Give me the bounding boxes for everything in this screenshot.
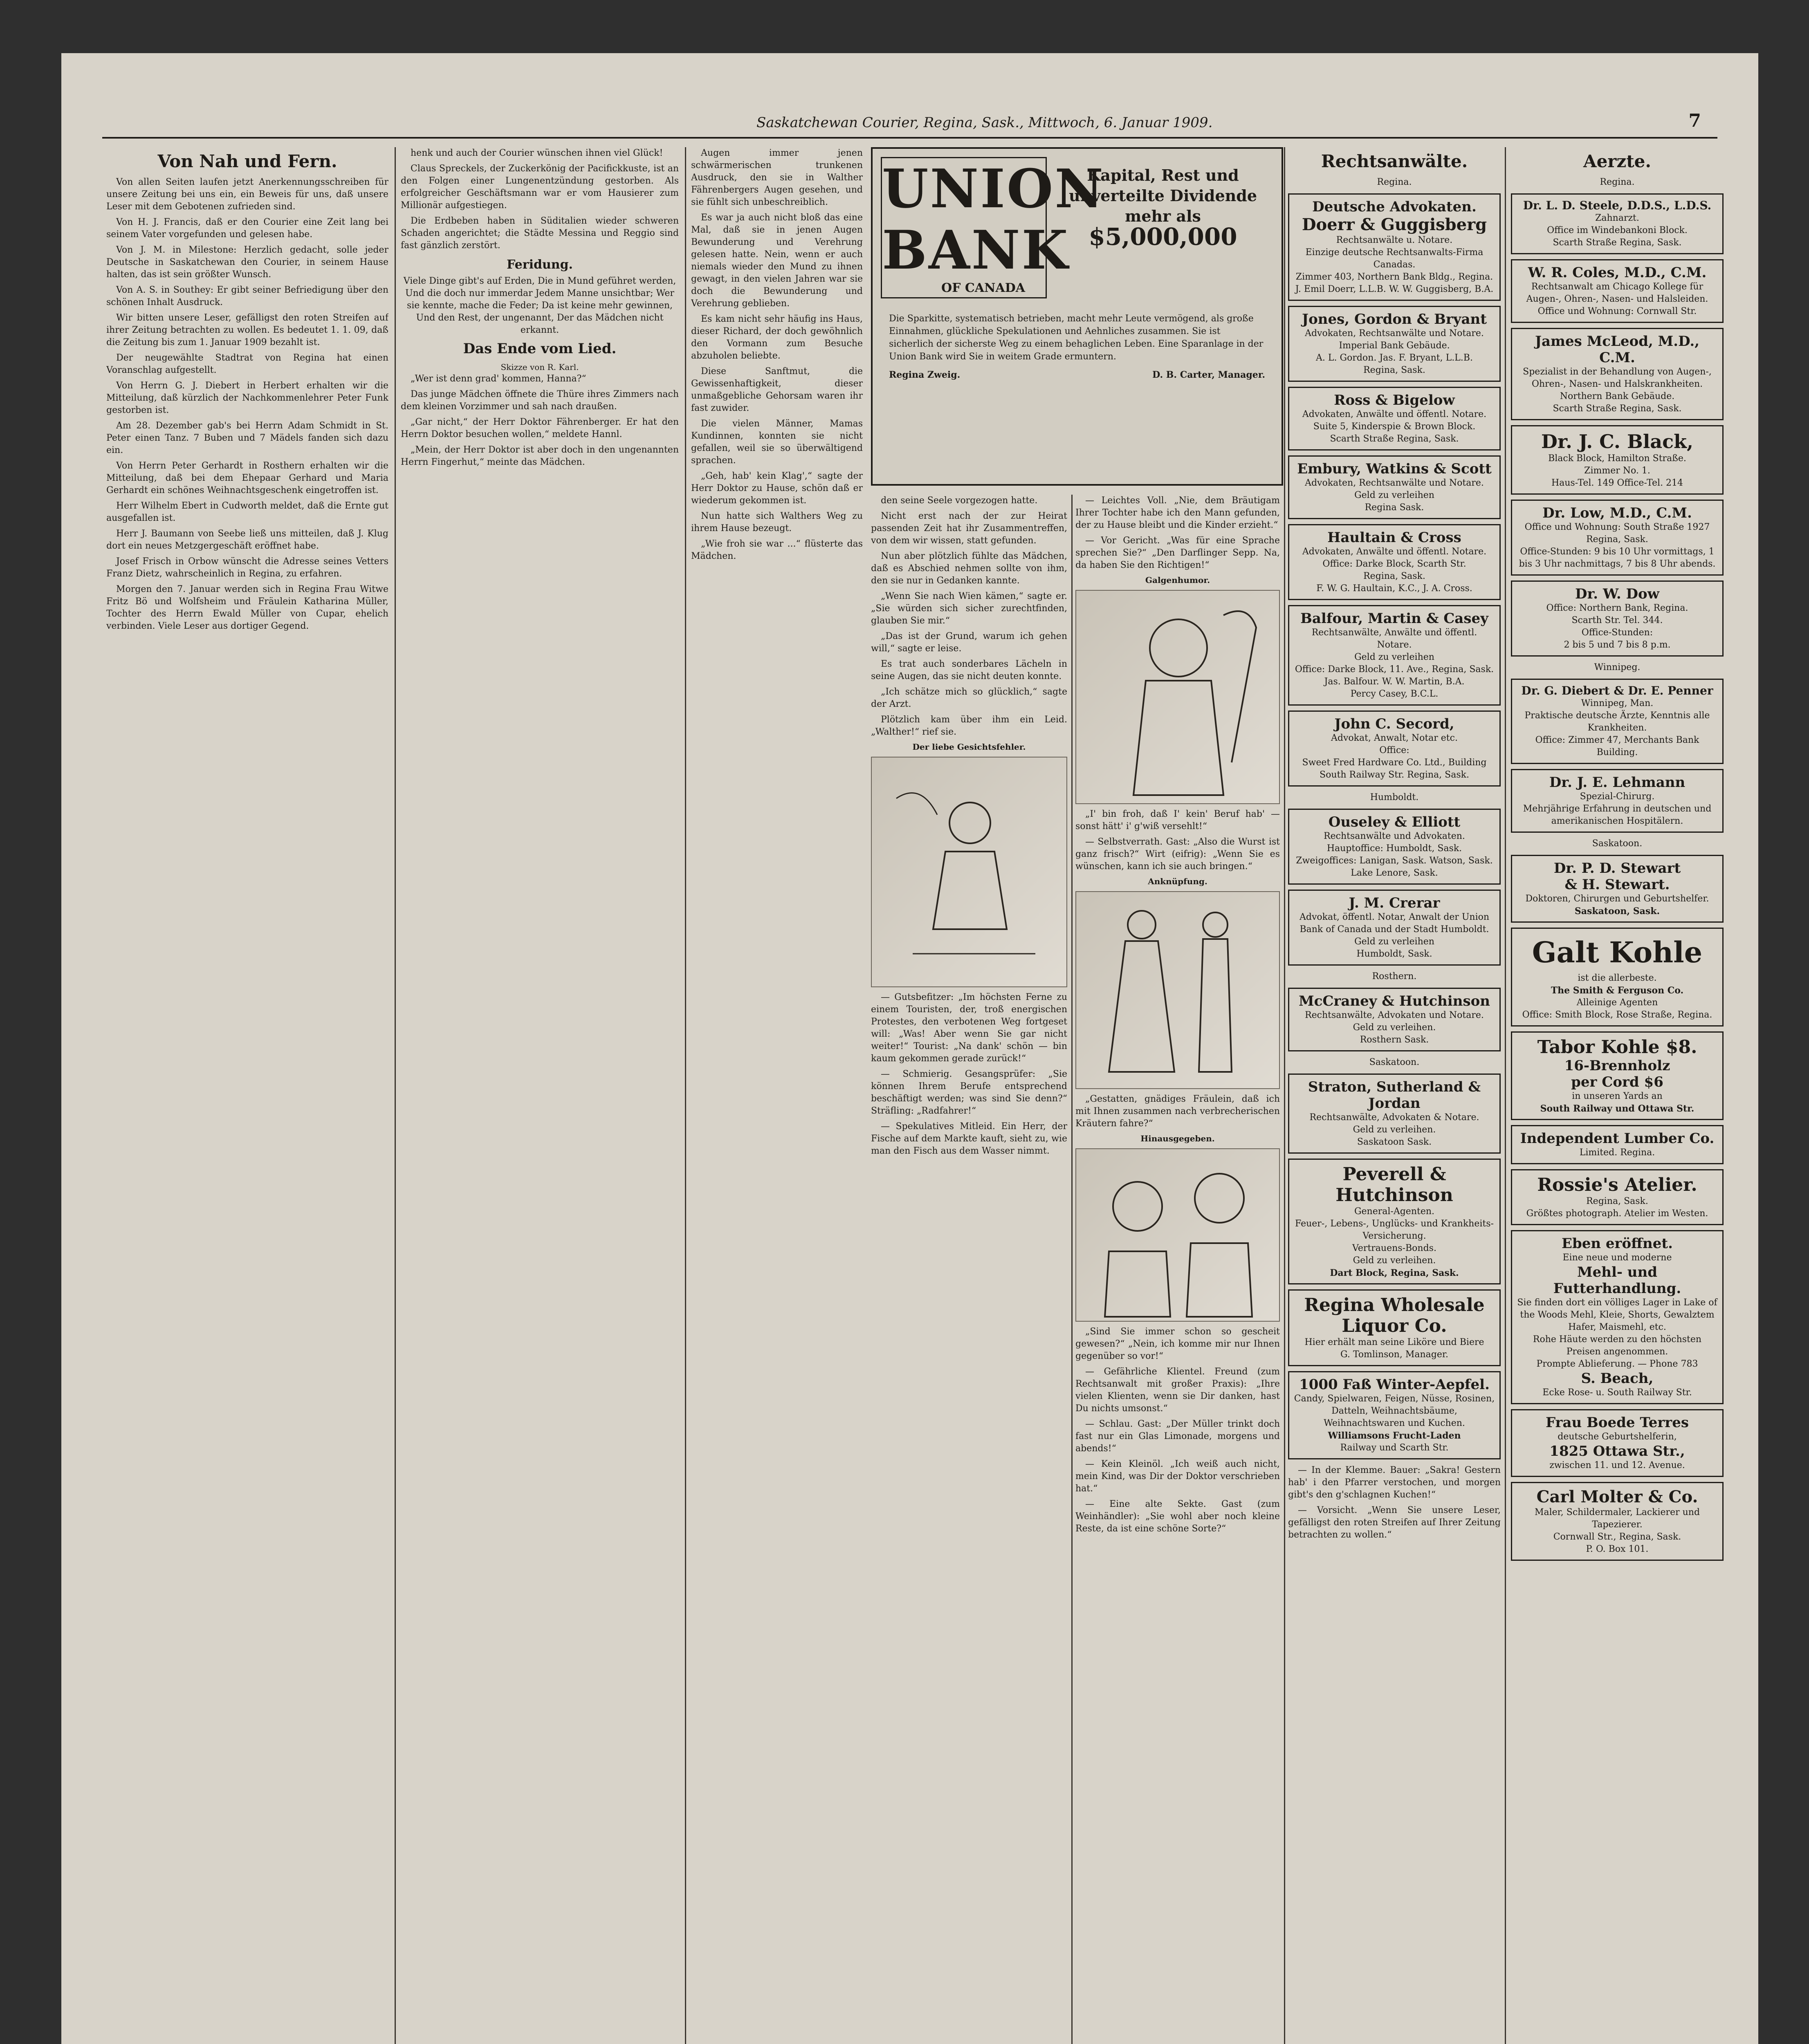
capital-amount: $5,000,000 xyxy=(1089,223,1237,251)
story-paragraph: Diese Sanftmut, die Gewissenhaftigkeit, dieser unmaßgebliche Gehorsam waren ihr fast zuwider. xyxy=(691,366,863,413)
ad-line: Mehl- und Futterhandlung. xyxy=(1553,1264,1681,1297)
ad-subtitle: Doerr & Guggisberg xyxy=(1302,215,1487,234)
ad-line: Alleinige Agenten xyxy=(1576,997,1658,1008)
ad-line: 2 bis 5 und 7 bis 8 p.m. xyxy=(1564,640,1671,650)
story-paragraph: „Wie froh sie war ...“ flüsterte das Mädchen. xyxy=(691,539,863,561)
article-paragraph: Die Erdbeben haben in Süditalien wieder schweren Schaden angerichtet; die Städte Messina und Reggio sind fast gänzlich zerstört. xyxy=(401,216,679,251)
illustration-gesichtsfehler xyxy=(871,757,1067,987)
ad-line: Mehrjährige Erfahrung in deutschen und amerikanischen Hospitälern. xyxy=(1523,804,1712,826)
coal-price-ad xyxy=(1511,1031,1724,1120)
ad-line: Rechtsanwälte u. Notare. xyxy=(1336,235,1453,245)
coal-ad xyxy=(1511,928,1724,1026)
ad-title: Deutsche Advokaten. xyxy=(1312,199,1477,215)
poem-text: Viele Dinge gibt's auf Erden, Die in Mund geführet werden, Und die doch nur immerdar Jedem Manne unsichtbar; Wer sie kennte, mache die Feder; Da ist keine mehr gewinnen, Und den Rest, der ungenannt, Der das Mädchen nicht erkannt. xyxy=(403,276,676,335)
illustration-drawing xyxy=(1076,1149,1279,1319)
ad-line: Geld zu verleihen xyxy=(1354,490,1434,500)
doctor-ad xyxy=(1511,328,1724,420)
ad-line: Williamsons Frucht-Laden xyxy=(1328,1430,1461,1441)
ad-line: Geld zu verleihen. xyxy=(1353,1125,1436,1135)
column-rechtsanwaelte xyxy=(1288,147,1501,2044)
bank-copy: Die Sparkitte, systematisch betrieben, macht mehr Leute vermögend, als große Einnahmen, glückliche Spekulationen und Aehnliches zusammen. Sie ist sicherlich der sicherste Weg zu einem behaglichen Leben. Eine Sparanlage in der Union Bank wird Sie in weitem Grade ermuntern. xyxy=(889,314,1264,362)
law-ad xyxy=(1288,524,1501,600)
ad-line: Spezial-Chirurg. xyxy=(1580,791,1655,802)
illustration-drawing xyxy=(1076,591,1279,802)
ad-title: Dr. J. E. Lehmann xyxy=(1549,774,1686,791)
ad-line: F. W. G. Haultain, K.C., J. A. Cross. xyxy=(1316,583,1472,594)
ad-title: Jones, Gordon & Bryant xyxy=(1302,311,1487,327)
ad-line: Advokaten, Anwälte und öffentl. Notare. xyxy=(1302,547,1487,557)
ad-line: Humboldt, Sask. xyxy=(1356,949,1432,959)
illustration-hinausgegeben xyxy=(1075,1148,1280,1322)
column-humor xyxy=(1075,495,1280,2044)
ad-line: Advokaten, Anwälte und öffentl. Notare. xyxy=(1302,409,1487,419)
ad-title: James McLeod, M.D., C.M. xyxy=(1535,333,1700,366)
bank-manager: D. B. Carter, Manager. xyxy=(1152,370,1265,380)
ad-line: per Cord $6 xyxy=(1571,1074,1663,1090)
ad-line: Einzige deutsche Rechtsanwalts-Firma Canadas. xyxy=(1305,247,1484,270)
logo-word: BANK xyxy=(882,219,1070,281)
ad-line: Dart Block, Regina, Sask. xyxy=(1330,1268,1459,1278)
ad-line: Spezialist in der Behandlung von Augen-, Ohren-, Nasen- und Halskrankheiten. xyxy=(1523,367,1712,389)
city-heading: Saskatoon. xyxy=(1592,838,1643,849)
city-heading: Regina. xyxy=(1600,177,1635,187)
union-bank-logo xyxy=(881,157,1105,298)
ad-title: W. R. Coles, M.D., C.M. xyxy=(1528,264,1707,281)
capital-text: Kapital, Rest und unverteilte Dividende mehr als xyxy=(1068,166,1257,225)
ad-line: Office und Wohnung: Cornwall Str. xyxy=(1537,306,1697,316)
ad-line: Winnipeg, Man. xyxy=(1581,698,1654,708)
ad-line: Percy Casey, B.C.L. xyxy=(1350,689,1439,699)
ad-title: Carl Molter & Co. xyxy=(1536,1487,1698,1506)
ad-line: Advokat, Anwalt, Notar etc. xyxy=(1331,733,1458,743)
ad-title: Ross & Bigelow xyxy=(1334,392,1455,408)
ad-line: 16-Brennholz xyxy=(1564,1058,1670,1074)
law-ad xyxy=(1288,809,1501,885)
joke-text: — Vorsicht. „Wenn Sie unsere Leser, gefälligst den roten Streifen auf Ihrer Zeitung betrachten zu wollen.“ xyxy=(1288,1505,1501,1540)
ad-line: Hier erhält man seine Liköre und Biere xyxy=(1304,1337,1484,1347)
law-ad xyxy=(1288,605,1501,706)
story-paragraph: „Ich schätze mich so glücklich,“ sagte der Arzt. xyxy=(871,687,1067,709)
ad-line: Northern Bank Gebäude. xyxy=(1560,391,1675,401)
story-paragraph: den seine Seele vorgezogen hatte. xyxy=(881,495,1038,506)
ad-line: Zahnarzt. xyxy=(1595,213,1639,223)
ad-line: Suite 5, Kinderspie & Brown Block. xyxy=(1313,421,1476,432)
illustration-caption: Galgenhumor. xyxy=(1145,575,1210,585)
ad-line: Railway und Scarth Str. xyxy=(1340,1443,1449,1453)
ad-title: Independent Lumber Co. xyxy=(1520,1130,1715,1147)
ad-line: The Smith & Ferguson Co. xyxy=(1551,985,1684,996)
joke-text: — Eine alte Sekte. Gast (zum Weinhändler): „Sie wohl aber noch kleine Reste, da ist eine schöne Sorte?“ xyxy=(1075,1499,1280,1534)
ad-line: J. Emil Doerr, L.L.B. W. W. Guggisberg, B.A. xyxy=(1295,284,1494,294)
ad-line: Geld zu verleihen xyxy=(1354,937,1434,947)
article-paragraph: Von Herrn G. J. Diebert in Herbert erhalten wir die Mitteilung, daß kürzlich der Nachkommenlehrer Peter Funk gestorben ist. xyxy=(106,381,388,415)
story-paragraph: „Wer ist denn grad' kommen, Hanna?“ xyxy=(411,374,586,384)
page-number: 7 xyxy=(1688,110,1701,131)
ad-line: Office: Darke Block, Scarth Str. xyxy=(1322,559,1466,569)
doctor-ad xyxy=(1511,679,1724,764)
ad-title: John C. Secord, xyxy=(1334,716,1454,732)
ad-line: Office: Darke Block, 11. Ave., Regina, Sask. xyxy=(1295,664,1494,675)
bank-body-text xyxy=(889,312,1265,381)
logo-word: OF CANADA xyxy=(941,281,1025,295)
city-heading: Humboldt. xyxy=(1370,792,1419,802)
ad-line: Geld zu verleihen. xyxy=(1353,1255,1436,1266)
story-paragraph: Nun aber plötzlich fühlte das Mädchen, daß es Abschied nehmen sollte von ihm, den sie nur in Gedanken kannte. xyxy=(871,551,1067,586)
illustration-caption: Anknüpfung. xyxy=(1148,876,1207,886)
logo-word: UNION xyxy=(882,157,1105,220)
article-paragraph: Am 28. Dezember gab's bei Herrn Adam Schmidt in St. Peter einen Tanz. 7 Buben und 7 Mädels fanden sich dazu ein. xyxy=(106,421,388,455)
ad-title: Dr. Low, M.D., C.M. xyxy=(1542,505,1692,521)
ad-line: Feuer-, Lebens-, Unglücks- und Krankheits-Versicherung. xyxy=(1295,1219,1494,1241)
joke-text: — Schlau. Gast: „Der Müller trinkt doch fast nur ein Glas Limonade, morgens und abends!“ xyxy=(1075,1419,1280,1454)
ad-title: Eben eröffnet. xyxy=(1562,1235,1673,1252)
illustration-drawing xyxy=(1076,892,1279,1087)
ad-line: Geld zu verleihen. xyxy=(1353,1022,1436,1033)
midwife-ad xyxy=(1511,1409,1724,1477)
ad-line: Saskatoon Sask. xyxy=(1357,1137,1432,1147)
doctor-ad xyxy=(1511,193,1724,254)
story-paragraph: „Wenn Sie nach Wien kämen,“ sagte er. „Sie würden sich sicher zurechtfinden, glauben Sie mir.“ xyxy=(871,591,1067,626)
section-heading: Rechtsanwälte. xyxy=(1321,151,1468,171)
ad-line: Regina, Sask. xyxy=(1586,534,1648,545)
ad-line: General-Agenten. xyxy=(1354,1206,1435,1217)
illustration-caption: Der liebe Gesichtsfehler. xyxy=(912,742,1026,752)
capital-statement xyxy=(1053,165,1273,251)
ad-title: Tabor Kohle $8. xyxy=(1537,1037,1697,1058)
story-paragraph: Die vielen Männer, Mamas Kundinnen, konnten sie nicht gefallen, weil sie so überwältigend sprachen. xyxy=(691,419,863,466)
law-ad xyxy=(1288,306,1501,382)
article-paragraph: Von J. M. in Milestone: Herzlich gedacht, solle jeder Deutsche in Saskatchewan den Courier, in seinem Hause halten, das ist sein größter Wunsch. xyxy=(106,245,388,280)
article-paragraph: Wir bitten unsere Leser, gefälligst den roten Streifen auf ihrer Zeitung betrachten zu wollen. Es bedeutet 1. 1. 09, daß die Zeitung bis zum 1. Januar 1909 bezahlt ist. xyxy=(106,313,388,347)
ad-title: Galt Kohle xyxy=(1532,935,1703,969)
story-paragraph: Das junge Mädchen öffnete die Thüre ihres Zimmers nach dem kleinen Vorzimmer und sah nach draußen. xyxy=(401,389,679,412)
article-paragraph: Der neugewählte Stadtrat von Regina hat einen Voranschlag aufgestellt. xyxy=(106,353,388,375)
ad-title: Rossie's Atelier. xyxy=(1537,1174,1697,1195)
column-rule xyxy=(1071,495,1073,2044)
ad-line: 1825 Ottawa Str., xyxy=(1549,1443,1685,1459)
ad-line: Ecke Rose- u. South Railway Str. xyxy=(1542,1387,1692,1398)
ad-title: 1000 Faß Winter-Aepfel. xyxy=(1299,1376,1490,1393)
article-paragraph: Von A. S. in Southey: Er gibt seiner Befriedigung über den schönen Inhalt Ausdruck. xyxy=(106,285,388,307)
ad-line: Haus-Tel. 149 Office-Tel. 214 xyxy=(1551,478,1683,488)
newspaper-page xyxy=(61,53,1758,2044)
ad-line: Doktoren, Chirurgen und Geburtshelfer. xyxy=(1525,894,1709,904)
ad-title: Frau Boede Terres xyxy=(1546,1414,1689,1431)
page-header xyxy=(102,110,1717,135)
ad-line: G. Tomlinson, Manager. xyxy=(1340,1349,1448,1360)
ad-title: Straton, Sutherland & Jordan xyxy=(1308,1079,1481,1112)
article-paragraph: Herr J. Baumann von Seebe ließ uns mitteilen, daß J. Klug dort ein neues Metzgergeschäft eröffnet habe. xyxy=(106,529,388,551)
ad-line: Vertrauens-Bonds. xyxy=(1352,1243,1436,1253)
article-paragraph: Claus Spreckels, der Zuckerkönig der Pacifickkuste, ist an den Folgen einer Lungenentzündung gestorben. Als erfolgreicher Geschäftsmann war er vom Hausierer zum Millionär aufgestiegen. xyxy=(401,164,679,211)
ad-title: Peverell & Hutchinson xyxy=(1335,1164,1453,1206)
law-ad xyxy=(1288,1074,1501,1154)
ad-line: Office-Stunden: 9 bis 10 Uhr vormittags, 1 bis 3 Uhr nachmittags, 7 bis 8 Uhr abends. xyxy=(1519,547,1716,569)
ad-line: Regina, Sask. xyxy=(1363,365,1425,375)
ad-line: in unseren Yards an xyxy=(1572,1091,1663,1101)
ad-title: Dr. W. Dow xyxy=(1575,586,1659,602)
ad-line: Office-Stunden: xyxy=(1581,628,1653,638)
illustration-caption: Hinausgegeben. xyxy=(1140,1134,1215,1143)
ad-title: J. M. Crerar xyxy=(1349,895,1440,911)
ad-line: Geld zu verleihen xyxy=(1354,652,1434,662)
section-heading: Von Nah und Fern. xyxy=(157,151,337,171)
ad-line: Advokat, öffentl. Notar, Anwalt der Union Bank of Canada und der Stadt Humboldt. xyxy=(1299,912,1490,935)
article-paragraph: Von H. J. Francis, daß er den Courier eine Zeit lang bei seinem Vater vorgefunden und gelesen habe. xyxy=(106,217,388,240)
ad-line: Scarth Straße Regina, Sask. xyxy=(1553,403,1682,414)
ad-line: Scarth Straße Regina, Sask. xyxy=(1330,434,1459,444)
ad-line: Rechtsanwälte und Advokaten. xyxy=(1324,831,1465,841)
ad-subtitle: & H. Stewart. xyxy=(1564,876,1670,893)
ad-line: Rechtsanwälte, Advokaten und Notare. xyxy=(1305,1010,1484,1020)
ad-line: Office: Zimmer 47, Merchants Bank Building. xyxy=(1535,735,1699,758)
ad-line: Größtes photograph. Atelier im Westen. xyxy=(1526,1208,1708,1219)
ad-title: Balfour, Martin & Casey xyxy=(1300,610,1488,627)
ad-line: Office und Wohnung: South Straße 1927 xyxy=(1524,522,1710,532)
city-heading: Regina. xyxy=(1377,177,1412,187)
ad-line: Rechtsanwälte, Advokaten & Notare. xyxy=(1309,1112,1479,1123)
ad-line: Jas. Balfour. W. W. Martin, B.A. xyxy=(1324,677,1465,687)
article-paragraph: Von allen Seiten laufen jetzt Anerkennungsschreiben für unsere Zeitung bei uns ein, ein Beweis für uns, daß unsere Leser mit dem Gebotenen zufrieden sind. xyxy=(106,177,388,212)
doctor-ad xyxy=(1511,855,1724,923)
ad-line: Rohe Häute werden zu den höchsten Preisen angenommen. xyxy=(1533,1334,1702,1357)
ad-title: Dr. G. Diebert & Dr. E. Penner xyxy=(1521,684,1713,697)
joke-text: — Leichtes Voll. „Nie, dem Bräutigam Ihrer Tochter habe ich den Mann gefunden, der zu Hause bleibt und die Kinder erzieht.“ xyxy=(1075,495,1280,530)
article-paragraph: Josef Frisch in Orbow wünscht die Adresse seines Vetters Franz Dietz, wahrscheinlich in Regina, zu erfahren. xyxy=(106,556,388,579)
ad-title: Ouseley & Elliott xyxy=(1328,814,1461,830)
ad-line: Regina Sask. xyxy=(1365,502,1424,513)
column-rule xyxy=(685,147,686,2044)
feed-store-ad xyxy=(1511,1230,1724,1404)
doctor-ad xyxy=(1511,259,1724,323)
doctor-ad xyxy=(1511,580,1724,657)
story-paragraph: Nicht erst nach der zur Heirat passenden Zeit hat ihr Zusammentreffen, von dem wir wissen, statt gefunden. xyxy=(871,511,1067,546)
ad-line: Imperial Bank Gebäude. xyxy=(1339,341,1450,351)
ad-line: Cornwall Str., Regina, Sask. xyxy=(1553,1532,1681,1542)
law-ad xyxy=(1288,387,1501,450)
city-heading: Winnipeg. xyxy=(1594,662,1641,672)
ad-line: Praktische deutsche Ärzte, Kenntnis alle Krankheiten. xyxy=(1524,710,1710,733)
joke-text: — Vor Gericht. „Was für eine Sprache sprechen Sie?“ „Den Darflinger Sepp. Na, da haben Sie den Richtigen!“ xyxy=(1075,536,1280,570)
story-paragraph: „Geh, hab' kein Klag',“ sagte der Herr Doktor zu Hause, schön daß er wiederum gekommen ist. xyxy=(691,471,863,506)
story-title: Das Ende vom Lied. xyxy=(463,341,617,357)
liquor-ad xyxy=(1288,1289,1501,1366)
insurance-ad xyxy=(1288,1159,1501,1284)
article-paragraph: Von Herrn Peter Gerhardt in Rosthern erhalten wir die Mitteilung, daß bei dem Ehepaar Gerhard und Maria Gerhardt ein schönes Weihnachtsgeschenk eingetroffen ist. xyxy=(106,461,388,495)
ad-line: Rosthern Sask. xyxy=(1360,1035,1429,1045)
ad-line: deutsche Geburtshelferin, xyxy=(1558,1432,1677,1442)
poem-title: Feridung. xyxy=(507,258,573,272)
ad-title: Dr. P. D. Stewart xyxy=(1553,860,1681,876)
section-heading: Aerzte. xyxy=(1583,151,1652,171)
city-heading: Saskatoon. xyxy=(1369,1057,1420,1067)
story-paragraph: Augen immer jenen schwärmerischen trunkenen Ausdruck, den sie in Walther Fährenbergers Augen gesehen, und sie fühlt sich unbeschreiblich. xyxy=(691,148,863,207)
column-rule xyxy=(1284,147,1285,2044)
illustration-quote: „I' bin froh, daß I' kein' Beruf hab' — sonst hätt' i' g'wiß versehlt!“ xyxy=(1075,809,1280,831)
ad-title: Regina Wholesale Liquor Co. xyxy=(1304,1295,1485,1336)
illustration-ankniipfung xyxy=(1075,891,1280,1089)
ad-line: Zweigoffices: Lanigan, Sask. Watson, Sask. Lake Lenore, Sask. xyxy=(1296,856,1493,878)
masthead: Saskatchewan Courier, Regina, Sask., Mittwoch, 6. Januar 1909. xyxy=(756,114,1213,131)
ad-line: Eine neue und moderne xyxy=(1562,1253,1672,1263)
bank-footer xyxy=(889,369,1265,381)
ad-line: South Railway Str. Regina, Sask. xyxy=(1320,770,1469,780)
story-paragraph: Es war ja auch nicht bloß das eine Mal, daß sie in jenen Augen Bewunderung und Verehrung gelesen hatte. Nein, wenn er auch niemals wieder den Mund zu ihnen gewagt, in den vielen Jahren war sie doch die Bewunderung und Verehrung geblieben. xyxy=(691,213,863,309)
ad-line: Sie finden dort ein völliges Lager in Lake of the Woods Mehl, Kleie, Shorts, Gewalztem Hafer, Maismehl, etc. xyxy=(1517,1298,1717,1332)
ad-line: Saskatoon, Sask. xyxy=(1574,906,1660,917)
article-paragraph: Morgen den 7. Januar werden sich in Regina Frau Witwe Fritz Bö und Wolfsheim und Fräulein Katharina Müller, Tochter des Herrn Ewald Müller von Cupar, ehelich verbinden. Viele Leser aus dortiger Gegend. xyxy=(106,584,388,631)
ad-title: Dr. L. D. Steele, D.D.S., L.D.S. xyxy=(1523,199,1712,212)
ad-line: Office: Northern Bank, Regina. xyxy=(1546,603,1688,613)
article-paragraph: Herr Wilhelm Ebert in Cudworth meldet, daß die Ernte gut ausgefallen ist. xyxy=(106,501,388,523)
ad-line: ist die allerbeste. xyxy=(1578,973,1657,983)
article-paragraph: henk und auch der Courier wünschen ihnen viel Glück! xyxy=(411,148,663,158)
ad-line: South Railway und Ottawa Str. xyxy=(1540,1103,1695,1114)
story-paragraph: „Mein, der Herr Doktor ist aber doch in den ungenannten Herrn Fingerhut,“ meinte das Mädchen. xyxy=(401,445,679,467)
column-rule xyxy=(395,147,396,2044)
union-bank-ad xyxy=(871,147,1283,486)
ad-line: Regina, Sask. xyxy=(1363,571,1425,581)
column-story xyxy=(401,147,679,2044)
illustration-drawing xyxy=(872,758,1066,985)
joke-text: — In der Klemme. Bauer: „Sakra! Gestern hab' i den Pfarrer verstochen, und morgen gibt's den g'schlagnen Kuchen!“ xyxy=(1288,1465,1501,1500)
ad-title: Embury, Watkins & Scott xyxy=(1297,461,1492,477)
column-von-nah-und-fern xyxy=(106,147,388,2044)
story-byline: Skizze von R. Karl. xyxy=(501,362,579,372)
law-ad xyxy=(1288,193,1501,301)
ad-line: Advokaten, Rechtsanwälte und Notare. xyxy=(1305,328,1484,338)
photo-studio-ad xyxy=(1511,1169,1724,1225)
ad-line: Advokaten, Rechtsanwälte und Notare. xyxy=(1305,478,1484,488)
illustration-quote: „Sind Sie immer schon so gescheit gewesen?“ „Nein, ich komme mir nur Ihnen gegenüber so vor!“ xyxy=(1075,1327,1280,1361)
ad-line: Zimmer 403, Northern Bank Bldg., Regina. xyxy=(1295,272,1493,282)
law-ad xyxy=(1288,890,1501,966)
story-paragraph: „Das ist der Grund, warum ich gehen will,“ sagte er leise. xyxy=(871,631,1067,654)
ad-line: Regina, Sask. xyxy=(1586,1196,1648,1206)
column-aerzte xyxy=(1511,147,1724,2044)
city-heading: Rosthern. xyxy=(1372,971,1417,982)
bank-branch: Regina Zweig. xyxy=(889,370,961,380)
illustration-quote: „Gestatten, gnädiges Fräulein, daß ich mit Ihnen zusammen nach verbrecherischen Kräutern fahre?“ xyxy=(1075,1094,1280,1129)
ad-line: A. L. Gordon. Jas. F. Bryant, L.L.B. xyxy=(1316,353,1473,363)
joke-text: — Kein Kleinöl. „Ich weiß auch nicht, mein Kind, was Dir der Doktor verschrieben hat.“ xyxy=(1075,1459,1280,1494)
law-ad xyxy=(1288,710,1501,787)
ad-line: Prompte Ablieferung. — Phone 783 xyxy=(1536,1359,1698,1369)
ad-line: Rechtsanwälte, Anwälte und öffentl. Notare. xyxy=(1311,628,1477,650)
doctor-ad xyxy=(1511,500,1724,576)
law-ad xyxy=(1288,988,1501,1051)
lumber-ad xyxy=(1511,1125,1724,1164)
joke-text: — Spekulatives Mitleid. Ein Herr, der Fische auf dem Markte kauft, sieht zu, wie man den Fisch aus dem Wasser nimmt. xyxy=(871,1121,1067,1156)
ad-line: Sweet Fred Hardware Co. Ltd., Building xyxy=(1302,758,1487,768)
ad-line: S. Beach, xyxy=(1581,1370,1654,1387)
illustration-galgenhumor xyxy=(1075,590,1280,804)
column-story-end xyxy=(871,495,1067,2044)
ad-title: Dr. J. C. Black, xyxy=(1541,430,1694,453)
story-paragraph: Es trat auch sonderbares Lächeln in seine Augen, das sie nicht deuten konnte. xyxy=(871,659,1067,681)
ad-line: Office: xyxy=(1379,745,1409,755)
joke-text: — Selbstverrath. Gast: „Also die Wurst ist ganz frisch?“ Wirt (eifrig): „Wenn Sie es wünschen, kann ich sie auch bringen.“ xyxy=(1075,837,1280,872)
ad-line: Scarth Straße Regina, Sask. xyxy=(1553,238,1682,248)
ad-line: Office: Smith Block, Rose Straße, Regina. xyxy=(1522,1010,1712,1020)
ad-title: McCraney & Hutchinson xyxy=(1299,993,1490,1009)
ad-line: zwischen 11. und 12. Avenue. xyxy=(1549,1460,1685,1470)
ad-line: Rechtsanwalt am Chicago Kollege für Augen-, Ohren-, Nasen- und Halsleiden. xyxy=(1526,282,1708,304)
column-rule xyxy=(1505,147,1506,2044)
joke-text: — Schmierig. Gesangsprüfer: „Sie können Ihrem Berufe entsprechend beschäftigt werden; was sind Sie denn?“ Sträfling: „Radfahrer!“ xyxy=(871,1069,1067,1116)
doctor-ad xyxy=(1511,769,1724,833)
ad-line: Limited. Regina. xyxy=(1579,1148,1655,1158)
ad-line: Maler, Schildermaler, Lackierer und Tapezierer. xyxy=(1534,1507,1700,1530)
column-story-continued xyxy=(691,147,863,2044)
doctor-ad xyxy=(1511,425,1724,495)
law-ad xyxy=(1288,455,1501,519)
painter-ad xyxy=(1511,1482,1724,1561)
ad-line: Zimmer No. 1. xyxy=(1584,466,1650,476)
ad-line: Candy, Spielwaren, Feigen, Nüsse, Rosinen, Datteln, Weihnachtsbäume, Weihnachtswaren und Kuchen. xyxy=(1294,1394,1495,1428)
ad-title: Haultain & Cross xyxy=(1327,529,1461,546)
ad-line: Black Block, Hamilton Straße. xyxy=(1548,453,1686,464)
story-paragraph: „Gar nicht,“ der Herr Doktor Fährenberger. Er hat den Herrn Doktor besuchen wollen,“ meldete Hannl. xyxy=(401,417,679,439)
story-paragraph: Nun hatte sich Walthers Weg zu ihrem Hause bezeugt. xyxy=(691,511,863,533)
story-paragraph: Es kam nicht sehr häufig ins Haus, dieser Richard, der doch gewöhnlich den Vormann zum Besuche abzuholen beliebte. xyxy=(691,314,863,361)
ad-line: Hauptoffice: Humboldt, Sask. xyxy=(1326,843,1462,854)
apples-ad xyxy=(1288,1371,1501,1459)
ad-line: Scarth Str. Tel. 344. xyxy=(1571,615,1663,625)
ad-line: P. O. Box 101. xyxy=(1586,1544,1649,1554)
ad-line: Office im Windebankoni Block. xyxy=(1547,225,1688,235)
header-rule xyxy=(102,137,1717,139)
story-paragraph: Plötzlich kam über ihm ein Leid. „Walther!“ rief sie. xyxy=(871,715,1067,737)
joke-text: — Gutsbefitzer: „Im höchsten Ferne zu einem Touristen, der, troß energischen Protestes, den verbotenen Weg fortgeset will: „Was! Aber wenn Sie gar nicht weiter!“ Tourist: „Na dank' schön — bin kaum gekommen gerade zurück!“ xyxy=(871,992,1067,1064)
joke-text: — Gefährliche Klientel. Freund (zum Rechtsanwalt mit großer Praxis): „Ihre vielen Klienten, wenn sie Dir danken, hast Du nichts umsonst.“ xyxy=(1075,1367,1280,1414)
